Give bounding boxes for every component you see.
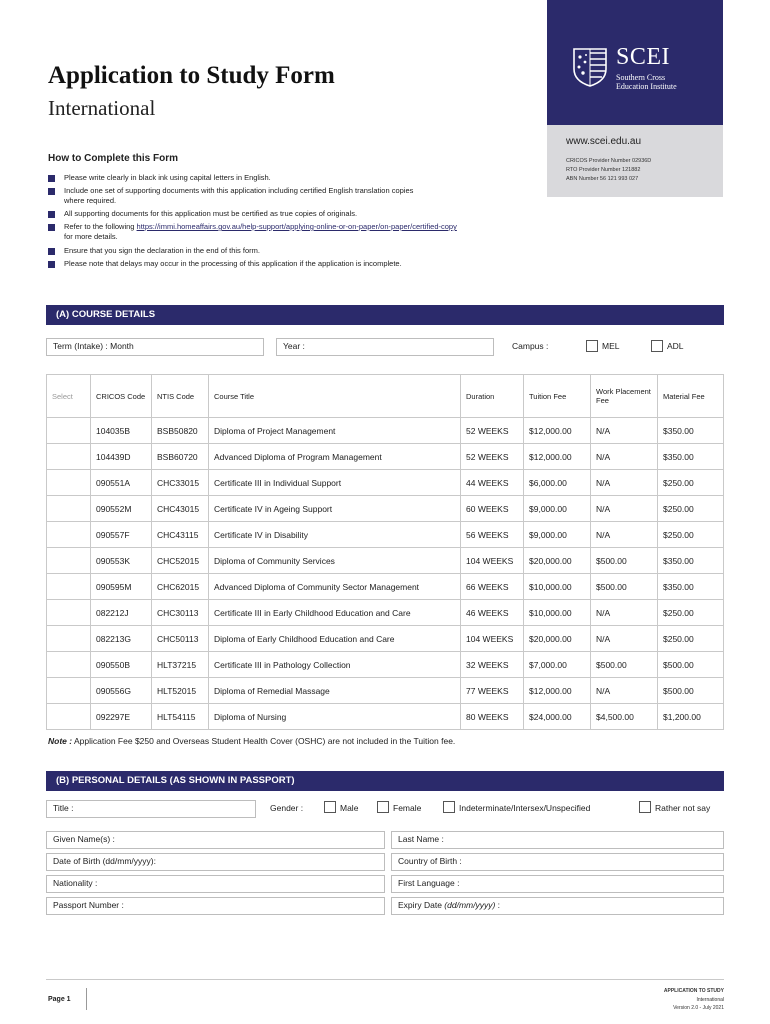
gender-indeterminate-label: Indeterminate/Intersex/Unspecified — [459, 803, 591, 813]
instruction-item: Please note that delays may occur in the processing of this application if the application is incomplete. — [64, 259, 402, 268]
nationality-field[interactable]: Nationality : — [46, 875, 385, 893]
expiry-label: Expiry Date — [398, 900, 445, 910]
abn-number: ABN Number 56 121 993 027 — [566, 176, 639, 182]
cell-cricos: 090556G — [91, 678, 152, 704]
bullet-icon — [48, 248, 55, 255]
cell-material: $350.00 — [658, 574, 724, 600]
cell-ntis: CHC50113 — [152, 626, 209, 652]
cell-material: $250.00 — [658, 626, 724, 652]
cell-cricos: 104439D — [91, 444, 152, 470]
col-course-title: Course Title — [209, 375, 461, 418]
cell-duration: 104 WEEKS — [461, 626, 524, 652]
table-row — [47, 704, 724, 730]
cell-work-placement: N/A — [591, 444, 658, 470]
date-of-birth-field[interactable]: Date of Birth (dd/mm/yyyy): — [46, 853, 385, 871]
note-label: Note : — [48, 736, 73, 746]
cell-work-placement: N/A — [591, 418, 658, 444]
cell-select[interactable] — [47, 652, 91, 678]
cell-cricos: 090550B — [91, 652, 152, 678]
cell-select[interactable] — [47, 418, 91, 444]
gender-indeterminate-checkbox[interactable] — [443, 801, 455, 813]
footer-version: Version 2.0 - July 2021 — [673, 1005, 724, 1011]
cell-tuition: $6,000.00 — [524, 470, 591, 496]
cell-duration: 46 WEEKS — [461, 600, 524, 626]
course-table — [46, 374, 724, 730]
rto-number: RTO Provider Number 121882 — [566, 167, 641, 173]
gender-male-label: Male — [340, 803, 359, 813]
cell-course-title: Certificate IV in Disability — [209, 522, 461, 548]
cell-material: $350.00 — [658, 548, 724, 574]
table-row — [47, 652, 724, 678]
cell-select[interactable] — [47, 548, 91, 574]
brand-tagline-line2: Education Institute — [616, 82, 677, 91]
cell-material: $350.00 — [658, 418, 724, 444]
cell-select[interactable] — [47, 470, 91, 496]
cell-course-title: Advanced Diploma of Community Sector Management — [209, 574, 461, 600]
expiry-format: (dd/mm/yyyy) — [444, 900, 496, 910]
cell-ntis: CHC43115 — [152, 522, 209, 548]
last-name-field[interactable]: Last Name : — [391, 831, 724, 849]
cell-ntis: CHC30113 — [152, 600, 209, 626]
gender-female-checkbox[interactable] — [377, 801, 389, 813]
bullet-icon — [48, 188, 55, 195]
cell-cricos: 090553K — [91, 548, 152, 574]
cell-work-placement: N/A — [591, 470, 658, 496]
cell-course-title: Certificate III in Pathology Collection — [209, 652, 461, 678]
given-names-field[interactable]: Given Name(s) : — [46, 831, 385, 849]
table-row — [47, 496, 724, 522]
note-text: Application Fee $250 and Overseas Student Health Cover (OSHC) are not included in the Tuition fee. — [72, 736, 456, 746]
cell-work-placement: N/A — [591, 678, 658, 704]
instruction-item: All supporting documents for this application must be certified as true copies of originals. — [64, 209, 358, 218]
cell-work-placement: N/A — [591, 522, 658, 548]
bullet-icon — [48, 175, 55, 182]
instruction-text: for more details. — [64, 232, 118, 241]
instruction-item — [64, 222, 464, 242]
cell-select[interactable] — [47, 600, 91, 626]
cell-material: $250.00 — [658, 496, 724, 522]
bullet-icon — [48, 211, 55, 218]
cell-select[interactable] — [47, 574, 91, 600]
cell-cricos: 082213G — [91, 626, 152, 652]
cell-material: $250.00 — [658, 470, 724, 496]
table-row — [47, 678, 724, 704]
footer-separator — [86, 988, 87, 1010]
cell-tuition: $12,000.00 — [524, 418, 591, 444]
gender-label: Gender : — [270, 803, 304, 813]
cell-duration: 32 WEEKS — [461, 652, 524, 678]
cell-material: $500.00 — [658, 678, 724, 704]
cell-tuition: $10,000.00 — [524, 600, 591, 626]
table-row — [47, 470, 724, 496]
gender-male-checkbox[interactable] — [324, 801, 336, 813]
cell-course-title: Advanced Diploma of Program Management — [209, 444, 461, 470]
cell-cricos: 082212J — [91, 600, 152, 626]
cell-duration: 66 WEEKS — [461, 574, 524, 600]
course-table-header — [47, 375, 724, 418]
table-row — [47, 600, 724, 626]
country-of-birth-field[interactable]: Country of Birth : — [391, 853, 724, 871]
cell-cricos: 090595M — [91, 574, 152, 600]
cell-cricos: 090551A — [91, 470, 152, 496]
cell-cricos: 092297E — [91, 704, 152, 730]
title-field[interactable]: Title : — [46, 800, 256, 818]
cell-material: $1,200.00 — [658, 704, 724, 730]
bullet-icon — [48, 261, 55, 268]
cell-work-placement: $4,500.00 — [591, 704, 658, 730]
cell-select[interactable] — [47, 522, 91, 548]
campus-mel-label: MEL — [602, 341, 620, 351]
cell-course-title: Diploma of Nursing — [209, 704, 461, 730]
cell-ntis: HLT54115 — [152, 704, 209, 730]
cell-course-title: Diploma of Early Childhood Education and Care — [209, 626, 461, 652]
cell-select[interactable] — [47, 678, 91, 704]
cell-work-placement: $500.00 — [591, 548, 658, 574]
cell-ntis: HLT37215 — [152, 652, 209, 678]
campus-label: Campus : — [512, 341, 549, 351]
certified-copy-link[interactable]: https://immi.homeaffairs.gov.au/help-support/applying-online-or-on-paper/on-paper/certified-copy — [136, 222, 457, 231]
cell-work-placement: $500.00 — [591, 574, 658, 600]
col-cricos: CRICOS Code — [91, 375, 152, 418]
cell-ntis: CHC62015 — [152, 574, 209, 600]
table-row — [47, 626, 724, 652]
instructions-heading: How to Complete this Form — [48, 153, 178, 164]
course-details-heading: (A) COURSE DETAILS — [46, 305, 724, 325]
campus-mel-checkbox[interactable] — [586, 340, 598, 352]
cell-tuition: $12,000.00 — [524, 444, 591, 470]
col-material: Material Fee — [658, 375, 724, 418]
cell-material: $250.00 — [658, 600, 724, 626]
cell-tuition: $7,000.00 — [524, 652, 591, 678]
cell-duration: 60 WEEKS — [461, 496, 524, 522]
footer-divider — [46, 979, 724, 980]
cell-tuition: $20,000.00 — [524, 548, 591, 574]
cell-material: $500.00 — [658, 652, 724, 678]
cell-duration: 52 WEEKS — [461, 418, 524, 444]
cell-select[interactable] — [47, 626, 91, 652]
campus-adl-label: ADL — [667, 341, 684, 351]
year-field[interactable]: Year : — [276, 338, 494, 356]
instruction-item: Include one set of supporting documents with this application including certified English translation copies where required. — [64, 186, 414, 205]
personal-details-heading: (B) PERSONAL DETAILS (AS SHOWN IN PASSPORT) — [46, 771, 724, 791]
table-row — [47, 444, 724, 470]
cell-material: $250.00 — [658, 522, 724, 548]
bullet-icon — [48, 224, 55, 231]
gender-female-label: Female — [393, 803, 422, 813]
col-select: Select — [47, 375, 91, 418]
gender-rather-not-say-checkbox[interactable] — [639, 801, 651, 813]
campus-adl-checkbox[interactable] — [651, 340, 663, 352]
shield-logo-icon — [572, 47, 608, 87]
cricos-number: CRICOS Provider Number 02936D — [566, 158, 652, 164]
cell-course-title: Certificate III in Early Childhood Education and Care — [209, 600, 461, 626]
cell-duration: 80 WEEKS — [461, 704, 524, 730]
col-tuition: Tuition Fee — [524, 375, 591, 418]
table-row — [47, 522, 724, 548]
cell-ntis: BSB50820 — [152, 418, 209, 444]
passport-number-field[interactable]: Passport Number : — [46, 897, 385, 915]
table-row — [47, 418, 724, 444]
footer-doc-name: APPLICATION TO STUDY — [663, 988, 724, 994]
cell-work-placement: N/A — [591, 600, 658, 626]
cell-material: $350.00 — [658, 444, 724, 470]
cell-ntis: CHC43015 — [152, 496, 209, 522]
cell-duration: 104 WEEKS — [461, 548, 524, 574]
table-row — [47, 548, 724, 574]
instruction-item: Please write clearly in black ink using capital letters in English. — [64, 173, 271, 182]
term-intake-field[interactable]: Term (Intake) : Month — [46, 338, 264, 356]
fee-note — [48, 736, 455, 746]
col-work-placement: Work Placement Fee — [591, 375, 658, 418]
brand-name: SCEI — [616, 44, 671, 70]
cell-cricos: 090552M — [91, 496, 152, 522]
col-ntis: NTIS Code — [152, 375, 209, 418]
cell-ntis: HLT52015 — [152, 678, 209, 704]
cell-tuition: $20,000.00 — [524, 626, 591, 652]
expiry-date-field[interactable] — [391, 897, 724, 915]
col-duration: Duration — [461, 375, 524, 418]
cell-tuition: $10,000.00 — [524, 574, 591, 600]
cell-course-title: Diploma of Community Services — [209, 548, 461, 574]
cell-tuition: $24,000.00 — [524, 704, 591, 730]
cell-ntis: BSB60720 — [152, 444, 209, 470]
cell-work-placement: N/A — [591, 626, 658, 652]
cell-duration: 44 WEEKS — [461, 470, 524, 496]
cell-cricos: 104035B — [91, 418, 152, 444]
cell-work-placement: $500.00 — [591, 652, 658, 678]
website-link[interactable]: www.scei.edu.au — [566, 136, 642, 147]
cell-select[interactable] — [47, 704, 91, 730]
page-number: Page 1 — [48, 996, 71, 1003]
cell-select[interactable] — [47, 444, 91, 470]
cell-course-title: Diploma of Remedial Massage — [209, 678, 461, 704]
table-row — [47, 574, 724, 600]
cell-cricos: 090557F — [91, 522, 152, 548]
page-subtitle: International — [48, 96, 156, 120]
cell-ntis: CHC33015 — [152, 470, 209, 496]
instruction-item: Ensure that you sign the declaration in the end of this form. — [64, 246, 260, 255]
cell-tuition: $12,000.00 — [524, 678, 591, 704]
cell-tuition: $9,000.00 — [524, 522, 591, 548]
footer-doc-sub: International — [696, 997, 724, 1003]
cell-course-title: Certificate III in Individual Support — [209, 470, 461, 496]
cell-select[interactable] — [47, 496, 91, 522]
instruction-text: Refer to the following — [64, 222, 137, 231]
cell-duration: 52 WEEKS — [461, 444, 524, 470]
gender-rather-not-say-label: Rather not say — [655, 803, 711, 813]
cell-duration: 56 WEEKS — [461, 522, 524, 548]
cell-duration: 77 WEEKS — [461, 678, 524, 704]
cell-work-placement: N/A — [591, 496, 658, 522]
cell-course-title: Certificate IV in Ageing Support — [209, 496, 461, 522]
first-language-field[interactable]: First Language : — [391, 875, 724, 893]
cell-course-title: Diploma of Project Management — [209, 418, 461, 444]
expiry-suffix: : — [495, 900, 501, 910]
page-title: Application to Study Form — [48, 62, 335, 89]
cell-tuition: $9,000.00 — [524, 496, 591, 522]
cell-ntis: CHC52015 — [152, 548, 209, 574]
brand-tagline-line1: Southern Cross — [616, 73, 666, 82]
